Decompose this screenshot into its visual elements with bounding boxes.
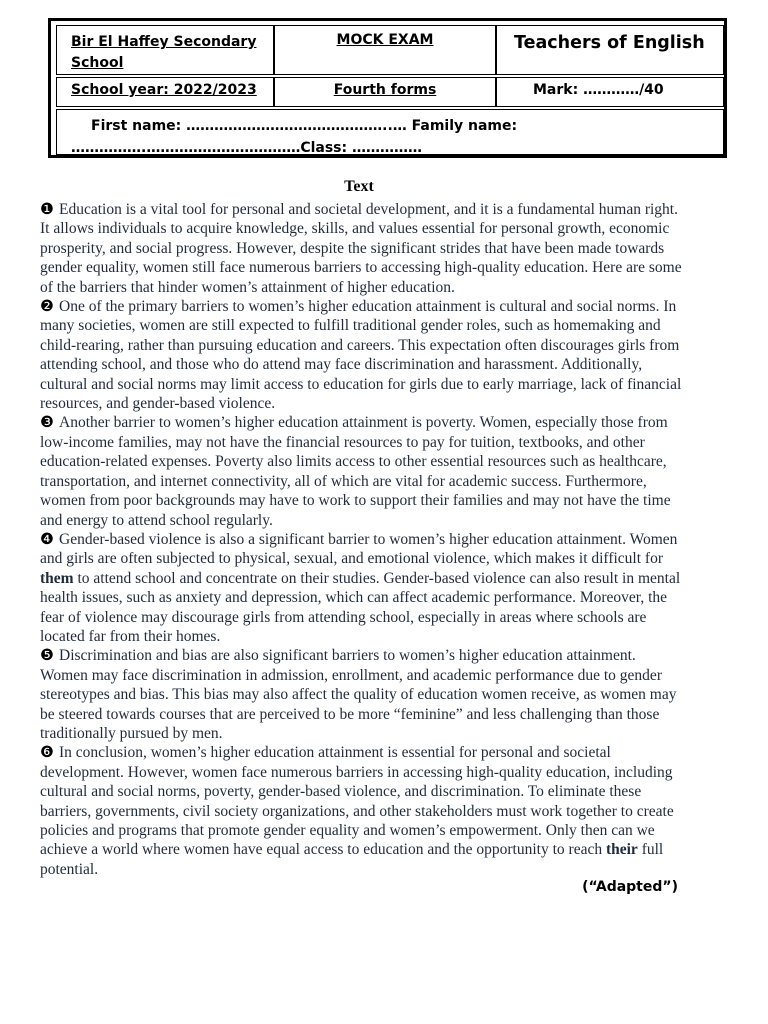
- student-info-cell: [56, 109, 724, 155]
- source-note: (“Adapted”): [582, 879, 678, 895]
- exam-title-cell: [274, 25, 496, 75]
- reading-text: [40, 200, 686, 879]
- school-name: Bir El Haffey Secondary School: [71, 34, 257, 71]
- paragraph-1: ❶ Education is a vital tool for personal and societal development, and it is a fundamental human right. It allows individuals to acquire knowledge, skills, and values essential for personal growth, economic prosperity, and social progress. However, despite the significant strides that have been made towards gender equality, women still face numerous barriers to accessing high-quality education. Here are some of the barriers that hinder women’s attainment of higher education.: [40, 201, 682, 296]
- mark-cell: [496, 77, 724, 107]
- paragraph-number: ❸: [40, 414, 54, 432]
- exam-header-table: [48, 18, 727, 158]
- paragraph-6: ❻ In conclusion, women’s higher education attainment is essential for personal and societal development. However, women face numerous barriers in accessing high-quality education, including cultural and social norms, poverty, gender-based violence, and discrimination. To eliminate these barriers, governments, civil society organizations, and other stakeholders must work together to create policies and programs that promote gender equality and women’s empowerment. Only then can we achieve a world where women have equal access to education and the opportunity to reach their full potential.: [40, 744, 674, 878]
- paragraph-number: ❻: [40, 744, 54, 762]
- level-cell: [274, 77, 496, 107]
- paragraph-5: ❺ Discrimination and bias are also significant barriers to women’s higher education attainment. Women may face discrimination in admission, enrollment, and academic performance due to gender stereotypes and bias. This bias may also affect the quality of education women receive, as women may be steered towards courses that are perceived to be more “feminine” and less challenging than those traditionally pursued by men.: [40, 647, 677, 742]
- text-title: Text: [344, 178, 374, 195]
- paragraph-number: ❹: [40, 530, 54, 548]
- student-info-line: First name: ……………………………………..… Family name: …………….……………………………Class: ……………: [71, 118, 518, 156]
- teachers-cell: [496, 25, 724, 75]
- bold-word-them: them: [40, 569, 74, 587]
- school-year-cell: [56, 77, 274, 107]
- paragraph-number: ❷: [40, 298, 54, 316]
- paragraph-3: ❸ Another barrier to women’s higher education attainment is poverty. Women, especially those from low-income families, may not have the financial resources to pay for tuition, textbooks, and other education-related expenses. Poverty also limits access to other essential resources such as healthcare, transportation, and internet connectivity, all of which are vital for academic success. Furthermore, women from poor backgrounds may have to work to support their families and may not have the time and energy to attend school regularly.: [40, 414, 671, 529]
- paragraph-number: ❶: [40, 201, 54, 218]
- school-name-cell: [56, 25, 274, 75]
- level: Fourth forms: [333, 82, 437, 98]
- paragraph-number: ❺: [40, 647, 54, 665]
- mark-field: Mark: …………/40: [533, 82, 664, 98]
- exam-title: MOCK EXAM: [336, 32, 434, 48]
- teachers-label: Teachers of English: [514, 33, 705, 53]
- paragraph-4: ❹ Gender-based violence is also a significant barrier to women’s higher education attainment. Women and girls are often subjected to physical, sexual, and emotional violence, which makes it difficult for them to attend school and concentrate on their studies. Gender-based violence can also result in mental health issues, such as anxiety and depression, which can affect academic performance. Moreover, the fear of violence may discourage girls from attending school, especially in areas where schools are located far from their homes.: [40, 530, 681, 645]
- paragraph-2: ❷ One of the primary barriers to women’s higher education attainment is cultural and social norms. In many societies, women are still expected to fulfill traditional gender roles, such as homemaking and child-rearing, rather than pursuing education and careers. This expectation often discourages girls from attending school, and those who do attend may face discrimination and harassment. Additionally, cultural and social norms may limit access to education for girls due to early marriage, lack of financial resources, and gender-based violence.: [40, 298, 682, 413]
- school-year: School year: 2022/2023: [71, 82, 257, 98]
- bold-word-their: their: [605, 841, 638, 859]
